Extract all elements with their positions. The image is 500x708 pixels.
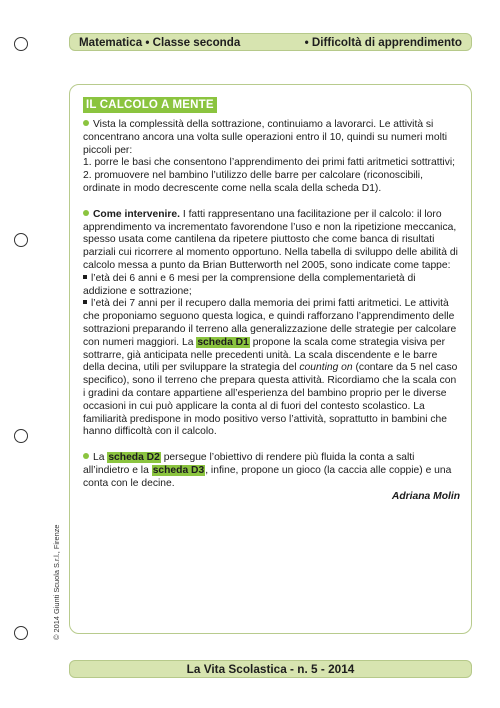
square-bullet-icon: [83, 275, 87, 279]
header-subject: Matematica • Classe seconda: [79, 35, 241, 49]
highlight-scheda-d2: scheda D2: [108, 452, 160, 464]
copyright-notice: © 2014 Giunti Scuola S.r.l., Firenze: [52, 524, 61, 640]
page-footer: La Vita Scolastica - n. 5 - 2014: [69, 660, 472, 678]
header-topic: • Difficoltà di apprendimento: [304, 35, 462, 49]
paragraph-intervention: Come intervenire. I fatti rappresentano una facilitazione per il calcolo: il loro apprendimento va incrementato favorendone l’uso e non la ripetizione meccanica, spesso usata come cantilena da ripetere piuttosto che come banca di risultati parziali cui ricorrere al momento opportuno. Nella tabella di sviluppo delle abilità di calcolo messa a punto da Brian Butterworth nel 2005, sono indicate come tappe:: [83, 208, 458, 271]
binder-hole: [14, 429, 28, 443]
list-item: l’età dei 6 anni e 6 mesi per la comprensione della complementarietà di addizione e sottrazione;: [83, 272, 416, 297]
list-item: l’età dei 7 anni per il recupero dalla memoria dei primi fatti aritmetici. Le attività che proponiamo seguono questa logica, e quindi rafforzano l’apprendimento delle sottrazioni preparando il terreno alla generalizzazione delle strategie per calcolare con numeri maggiori. La scheda D1 propone la scala come strategia visiva per sottrarre, già anticipata nelle precedenti unità. La scala discendente e le barre della decina, utili per sviluppare la strategia del counting on (contare da 5 nel caso specifico), sono il terreno che prepara questa attività. Ricordiamo che la scala con i gradini da contare appartiene all’esperienza del bambino proprio per le diverse occasioni in cui può applicare la conta al di fuori del contesto scolastico. La familiarità predispone in modo positivo verso l’attività, soprattutto in bambini che hanno difficoltà con il calcolo.: [83, 298, 458, 438]
article-body: [83, 119, 460, 503]
paragraph-worksheets: La scheda D2 persegue l’obiettivo di rendere più fluida la conta a salti all’indietro e la scheda D3, infine, propone un gioco (la caccia alle coppie) e una conta con le decine.: [83, 452, 452, 489]
list-item: 1. porre le basi che consentono l’apprendimento dei primi fatti aritmetici sottrattivi;: [83, 157, 456, 169]
binder-hole: [14, 233, 28, 247]
section-title: IL CALCOLO A MENTE: [83, 97, 217, 113]
bullet-dot-icon: [83, 210, 89, 216]
bullet-dot-icon: [83, 120, 89, 126]
page-header: [69, 33, 472, 51]
square-bullet-icon: [83, 300, 87, 304]
highlight-scheda-d3: scheda D3: [152, 464, 205, 476]
binder-hole: [14, 37, 28, 51]
author-signature: Adriana Molin: [391, 490, 460, 502]
paragraph-intro: Vista la complessità della sottrazione, continuiamo a lavorarci. Le attività si concentrano ancora una volta sulle operazioni entro il 10, quindi su numeri molti piccoli per:: [83, 119, 448, 156]
list-item: 2. promuovere nel bambino l’utilizzo delle barre per calcolare (riconoscibili, ordinate in modo decrescente come nella scala della scheda D1).: [83, 170, 423, 194]
bullet-dot-icon: [83, 453, 89, 459]
highlight-scheda-d1: scheda D1: [197, 336, 249, 348]
binder-hole: [14, 626, 28, 640]
